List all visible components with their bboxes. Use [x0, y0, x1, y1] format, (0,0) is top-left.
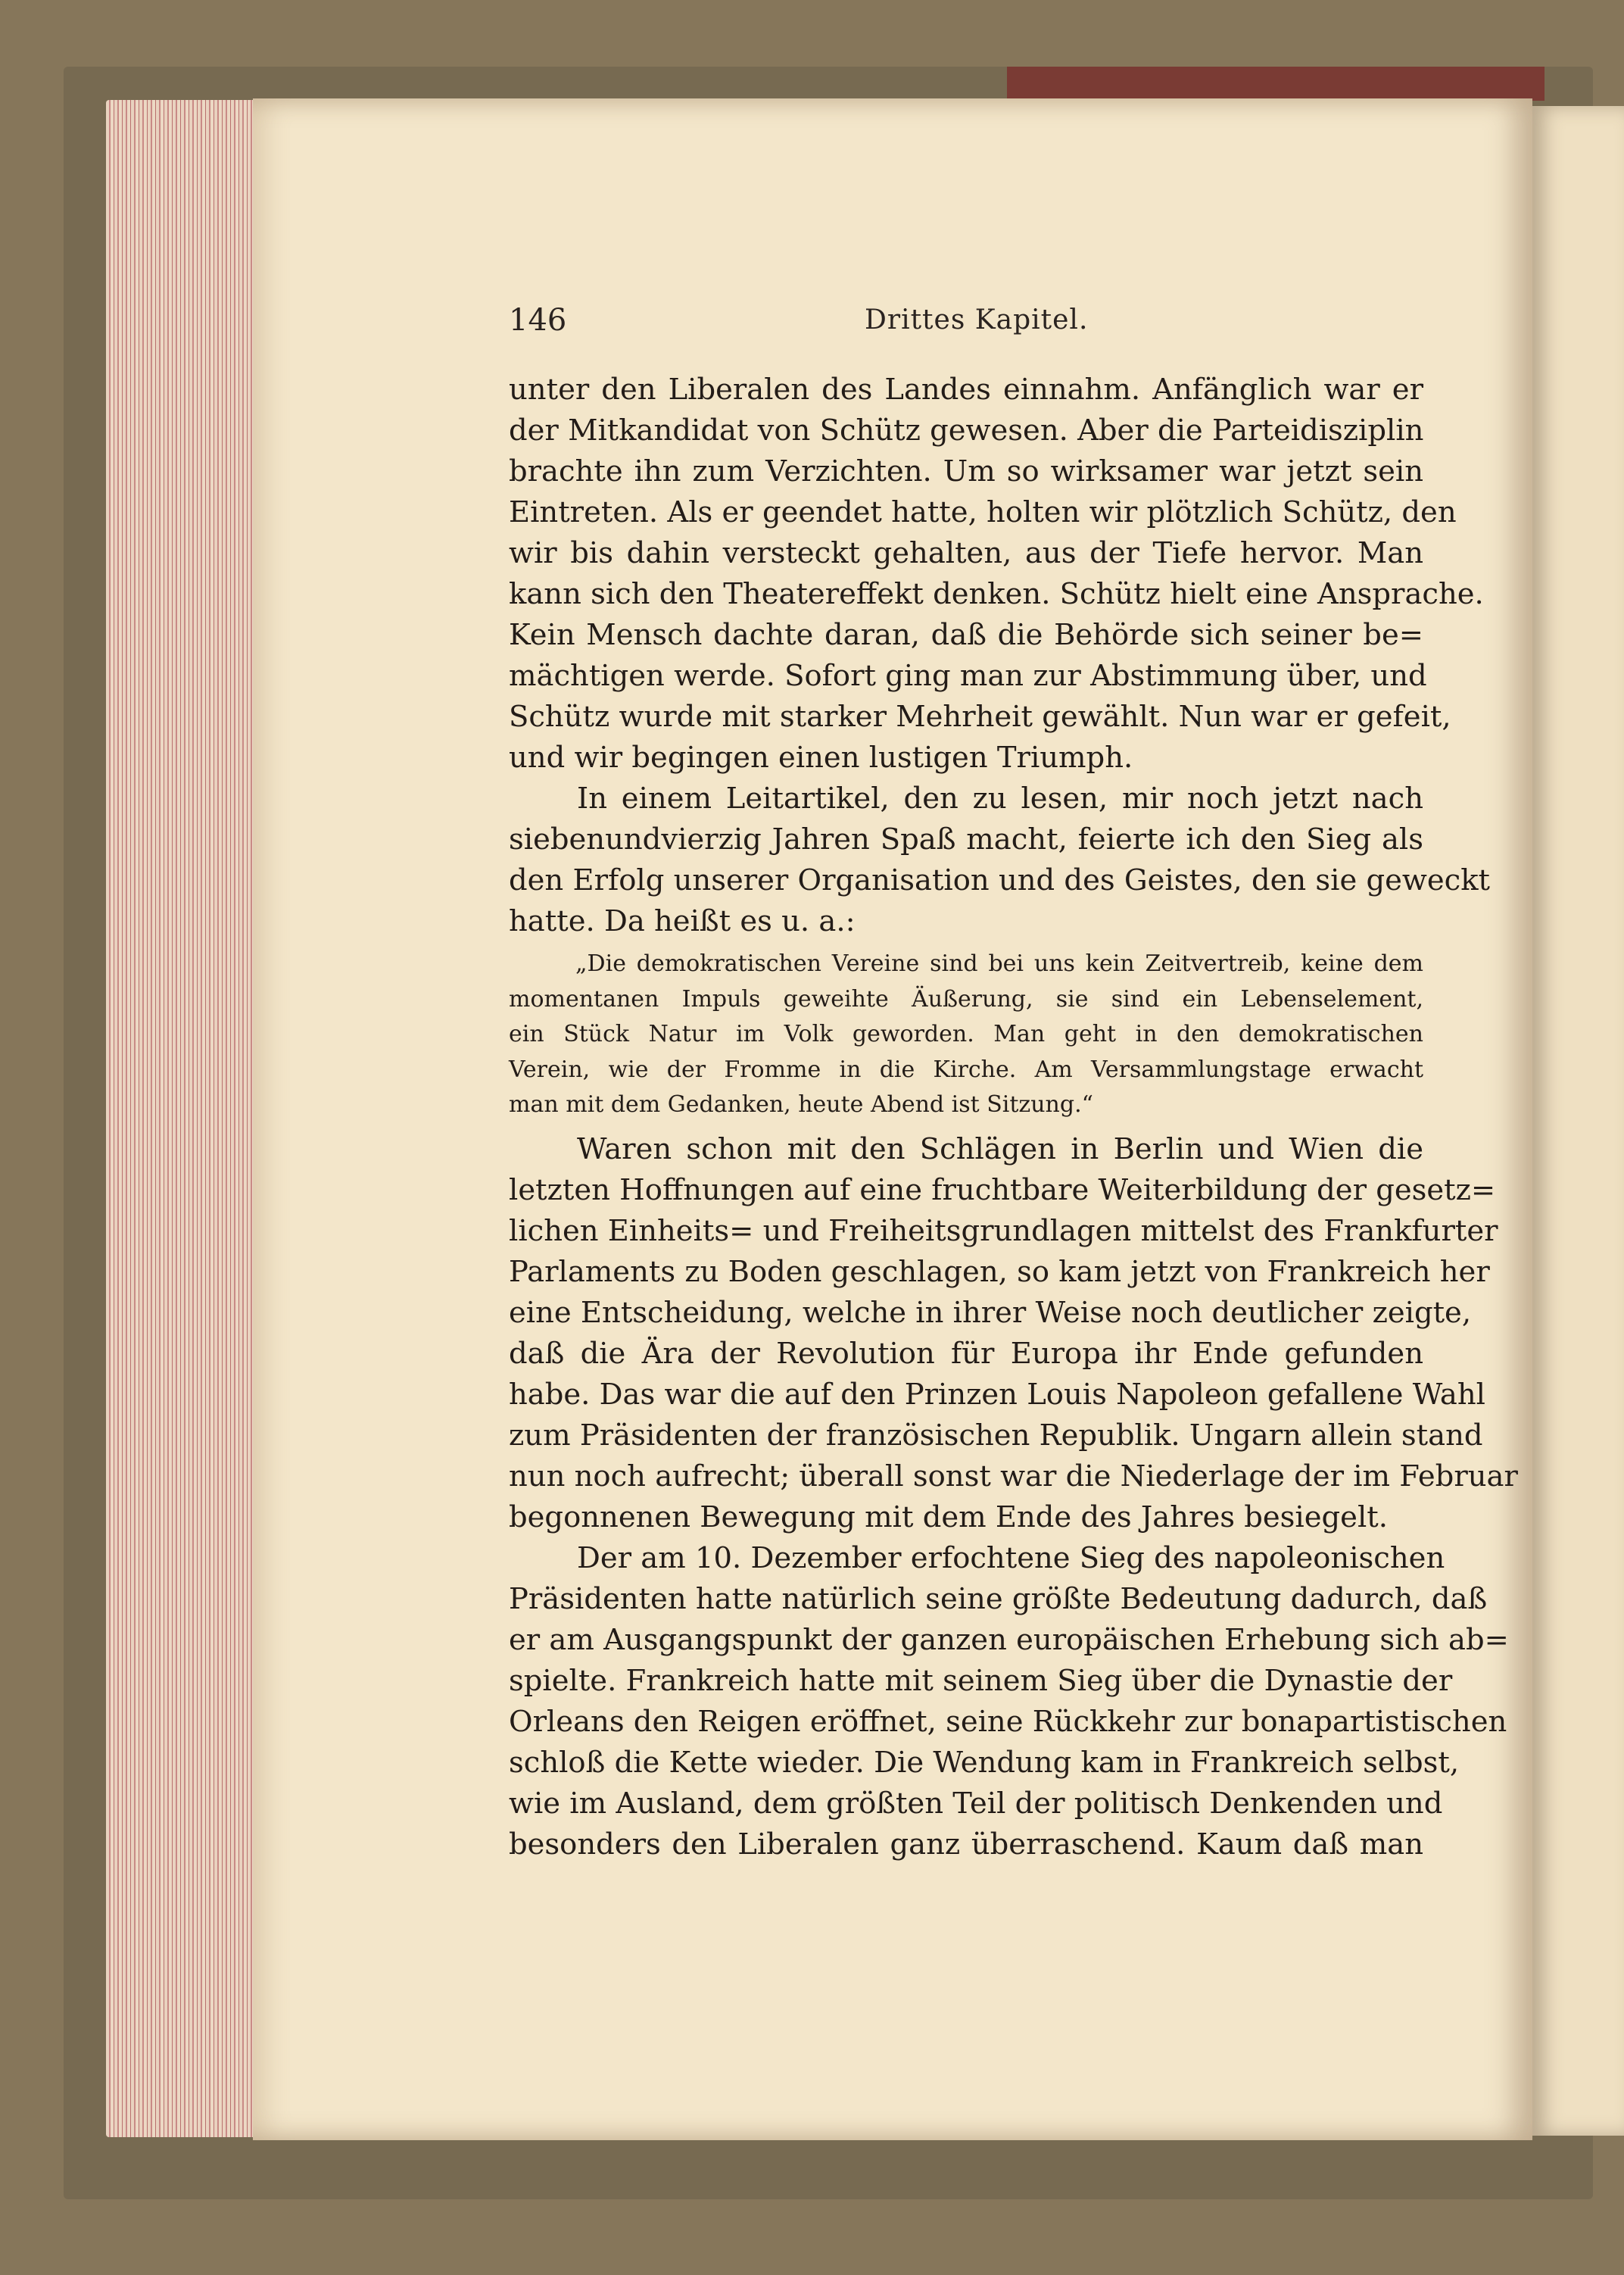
paragraph [509, 1129, 1518, 1538]
paragraph [509, 1538, 1509, 1865]
text-line: zum Präsidenten der französischen Republik. Ungarn allein stand [509, 1418, 1483, 1453]
text-line: siebenundvierzig Jahren Spaß macht, feierte ich den Sieg als [509, 822, 1423, 857]
text-line: wir bis dahin versteckt gehalten, aus der Tiefe hervor. Man [509, 536, 1423, 570]
facing-page-edge [1532, 106, 1624, 2136]
text-line: wie im Ausland, dem größten Teil der politisch Denkenden und [509, 1786, 1443, 1821]
text-line: schloß die Kette wieder. Die Wendung kam in Frankreich selbst, [509, 1745, 1460, 1780]
text-line: Orleans den Reigen eröffnet, seine Rückkehr zur bonapartistischen [509, 1704, 1507, 1739]
text-line: daß die Ära der Revolution für Europa ihr Ende gefunden [509, 1336, 1423, 1371]
text-line: brachte ihn zum Verzichten. Um so wirksamer war jetzt sein [509, 454, 1423, 488]
text-line: In einem Leitartikel, den zu lesen, mir noch jetzt nach [577, 782, 1423, 816]
quote-line: Verein, wie der Fromme in die Kirche. Am Versammlungstage erwacht [509, 1056, 1423, 1083]
text-line: kann sich den Theatereffekt denken. Schütz hielt eine Ansprache. [509, 577, 1484, 611]
text-line: Waren schon mit den Schlägen in Berlin und Wien die [577, 1131, 1423, 1166]
text-line: er am Ausgangspunkt der ganzen europäischen Erhebung sich ab= [509, 1622, 1509, 1657]
text-line: der Mitkandidat von Schütz gewesen. Aber die Parteidisziplin [509, 413, 1424, 448]
text-line: hatte. Da heißt es u. a.: [509, 904, 856, 938]
text-line: Kein Mensch dachte daran, daß die Behörde sich seiner be= [509, 618, 1423, 652]
paragraph [509, 370, 1484, 779]
quote-line: momentanen Impuls geweihte Äußerung, sie sind ein Lebenselement, [509, 985, 1423, 1013]
text-line: unter den Liberalen des Landes einnahm. Anfänglich war er [509, 373, 1423, 407]
text-line: Eintreten. Als er geendet hatte, holten wir plötzlich Schütz, den [509, 495, 1457, 529]
text-line: mächtigen werde. Sofort ging man zur Abstimmung über, und [509, 659, 1427, 693]
body-text [509, 370, 1518, 1865]
text-line: lichen Einheits= und Freiheitsgrundlagen mittelst des Frankfurter [509, 1213, 1498, 1248]
text-line: letzten Hoffnungen auf eine fruchtbare Weiterbildung der gesetz= [509, 1172, 1496, 1207]
text-line: habe. Das war die auf den Prinzen Louis Napoleon gefallene Wahl [509, 1377, 1485, 1412]
text-line: und wir begingen einen lustigen Triumph. [509, 741, 1133, 775]
running-head: Drittes Kapitel. [865, 304, 1089, 335]
quote-line: man mit dem Gedanken, heute Abend ist Sitzung.“ [509, 1091, 1093, 1118]
text-line: spielte. Frankreich hatte mit seinem Sieg über die Dynastie der [509, 1663, 1453, 1698]
page-header [509, 303, 1423, 348]
paragraph [509, 779, 1491, 942]
cover-edge [1007, 67, 1545, 101]
quote-line: ein Stück Natur im Volk geworden. Man geht in den demokratischen [509, 1021, 1423, 1047]
text-line: Parlaments zu Boden geschlagen, so kam jetzt von Frankreich her [509, 1254, 1490, 1289]
text-line: begonnenen Bewegung mit dem Ende des Jahres besiegelt. [509, 1500, 1388, 1534]
page-edges [106, 100, 257, 2137]
text-line: Der am 10. Dezember erfochtene Sieg des napoleonischen [577, 1540, 1445, 1575]
text-line: nun noch aufrecht; überall sonst war die Niederlage der im Februar [509, 1459, 1518, 1493]
text-line: den Erfolg unserer Organisation und des Geistes, den sie geweckt [509, 863, 1491, 897]
block-quote [509, 947, 1423, 1123]
page-number: 146 [509, 303, 567, 338]
text-line: Schütz wurde mit starker Mehrheit gewählt. Nun war er gefeit, [509, 700, 1451, 734]
quote-line: „Die demokratischen Vereine sind bei uns kein Zeitvertreib, keine dem [575, 950, 1423, 977]
text-line: Präsidenten hatte natürlich seine größte Bedeutung dadurch, daß [509, 1581, 1488, 1616]
text-line: eine Entscheidung, welche in ihrer Weise noch deutlicher zeigte, [509, 1295, 1472, 1330]
text-line: besonders den Liberalen ganz überraschend. Kaum daß man [509, 1827, 1423, 1862]
